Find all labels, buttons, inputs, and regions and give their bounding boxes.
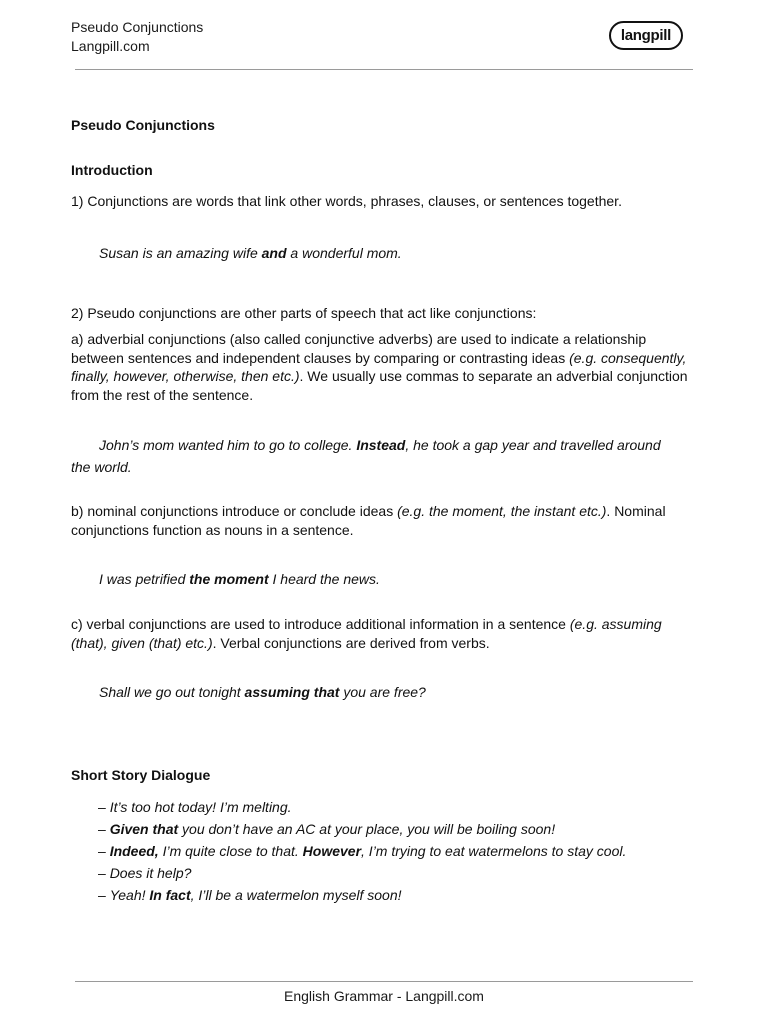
- paragraph-a-text2: . We usually use commas to separate an adverbial conjunction from the rest of the sentence.: [71, 368, 688, 403]
- header-divider: [75, 69, 693, 70]
- dialogue-list: [98, 796, 626, 906]
- example-4-bold: assuming that: [244, 684, 340, 700]
- main-title: Pseudo Conjunctions: [71, 117, 215, 133]
- example-2-bold: Instead: [356, 437, 406, 453]
- paragraph-b-text1: b) nominal conjunctions introduce or conclude ideas: [71, 503, 398, 519]
- example-3-bold: the moment: [189, 571, 269, 587]
- dialogue-text: I’m quite close to that.: [158, 843, 303, 859]
- dialogue-text: Does it help?: [109, 865, 192, 881]
- paragraph-b-text2: . Nominal conjunctions function as nouns in a sentence.: [71, 503, 666, 538]
- dialogue-dash: –: [98, 887, 110, 903]
- example-1-bold: and: [261, 245, 287, 261]
- paragraph-c-examples: (e.g. assuming (that), given (that) etc.): [71, 616, 662, 651]
- dialogue-dash: –: [98, 843, 110, 859]
- intro-heading: Introduction: [71, 162, 153, 178]
- example-2-before: John’s mom wanted him to go to college.: [99, 437, 357, 453]
- dialogue-line: [98, 796, 626, 818]
- dialogue-line: [98, 862, 626, 884]
- dialogue-bold: Given that: [109, 821, 179, 837]
- dialogue-text: , I’ll be a watermelon myself soon!: [190, 887, 402, 903]
- example-3: [99, 570, 380, 588]
- page-header: [71, 18, 693, 70]
- paragraph-c-text1: c) verbal conjunctions are used to introduce additional information in a sentence: [71, 616, 570, 632]
- example-3-before: I was petrified: [99, 571, 190, 587]
- paragraph-b-examples: (e.g. the moment, the instant etc.): [397, 503, 607, 519]
- dialogue-dash: –: [98, 865, 110, 881]
- dialogue-bold: Indeed,: [109, 843, 159, 859]
- dialogue-text: you don’t have an AC at your place, you will be boiling soon!: [178, 821, 556, 837]
- example-1: [99, 244, 402, 262]
- footer-divider: [75, 981, 693, 982]
- dialogue-line: [98, 818, 626, 840]
- dialogue-bold: In fact: [149, 887, 191, 903]
- example-2-after: , he took a gap year and travelled around the world.: [71, 437, 661, 475]
- dialogue-dash: –: [98, 821, 110, 837]
- paragraph-a: [71, 330, 689, 404]
- page-footer: English Grammar - Langpill.com: [284, 988, 484, 1004]
- dialogue-dash: –: [98, 799, 110, 815]
- paragraph-b: [71, 502, 689, 539]
- example-4-before: Shall we go out tonight: [99, 684, 245, 700]
- dialogue-line: [98, 884, 626, 906]
- paragraph-1: 1) Conjunctions are words that link other words, phrases, clauses, or sentences together.: [71, 193, 622, 209]
- paragraph-a-examples: (e.g. consequently, finally, however, otherwise, then etc.): [71, 349, 687, 385]
- dialogue-heading: Short Story Dialogue: [71, 767, 211, 783]
- paragraph-c-text2: . Verbal conjunctions are derived from verbs.: [212, 634, 490, 651]
- dialogue-line: [98, 840, 626, 862]
- paragraph-a-text1: a) adverbial conjunctions (also called conjunctive adverbs) are used to indicate a relationship between sentences and independent clauses by comparing or contrasting ideas: [71, 331, 647, 366]
- example-3-after: I heard the news.: [268, 571, 380, 587]
- dialogue-text: It’s too hot today! I’m melting.: [109, 799, 292, 815]
- header-text: [71, 18, 203, 56]
- example-1-before: Susan is an amazing wife: [99, 245, 262, 261]
- paragraph-2: 2) Pseudo conjunctions are other parts of speech that act like conjunctions:: [71, 305, 537, 321]
- dialogue-text: Yeah!: [109, 887, 150, 903]
- dialogue-bold: However: [302, 843, 362, 859]
- header-site: Langpill.com: [71, 38, 150, 54]
- paragraph-c: [71, 615, 689, 652]
- example-4-after: you are free?: [339, 684, 426, 700]
- dialogue-text: , I’m trying to eat watermelons to stay cool.: [361, 843, 627, 859]
- example-4: [99, 683, 426, 701]
- example-1-after: a wonderful mom.: [286, 245, 402, 261]
- example-2: [71, 434, 671, 478]
- langpill-logo: langpill: [609, 21, 683, 50]
- header-title: Pseudo Conjunctions: [71, 19, 204, 35]
